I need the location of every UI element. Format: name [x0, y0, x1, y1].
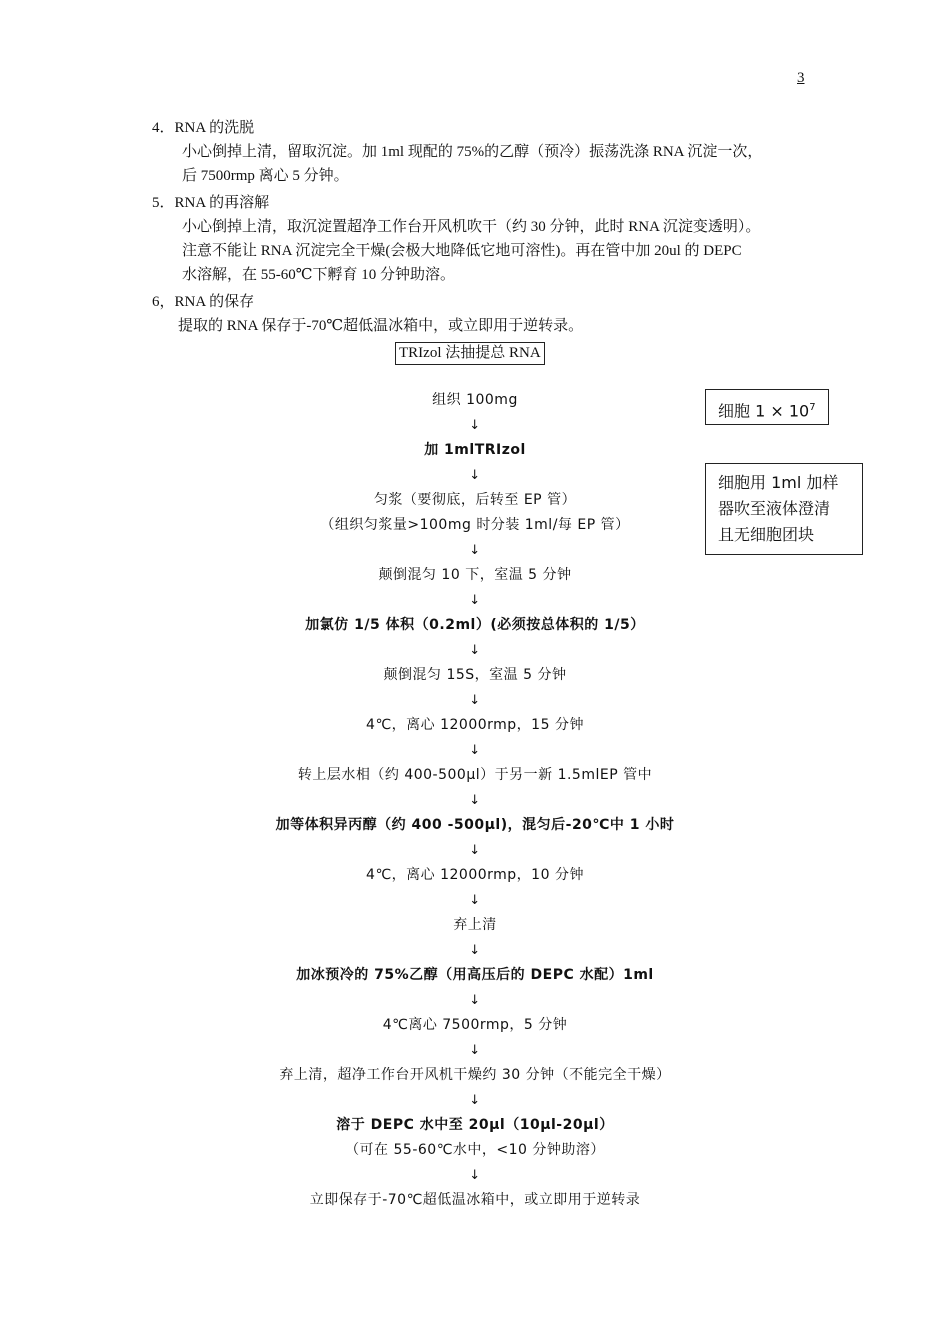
section-line: 小心倒掉上清，留取沉淀。加 1ml 现配的 75%的乙醇（预冷）振荡洗涤 RNA 沉淀一次，	[182, 144, 763, 160]
flow-step: 4℃，离心 12000rmp，15 分钟	[366, 717, 584, 733]
flow-step: 组织 100mg	[432, 392, 518, 408]
flow-step: 加冰预冷的 75%乙醇（用高压后的 DEPC 水配）1ml	[296, 967, 654, 983]
section-rna-storage	[152, 290, 583, 338]
flow-step: （组织匀浆量>100mg 时分装 1ml/每 EP 管）	[320, 517, 630, 533]
down-arrow-icon: ↓	[469, 1168, 481, 1183]
note-line: 器吹至液体澄清	[718, 499, 831, 518]
down-arrow-icon: ↓	[469, 1093, 481, 1108]
down-arrow-icon: ↓	[469, 1043, 481, 1058]
section-heading: 5．RNA 的再溶解	[152, 195, 270, 211]
flow-step: 加等体积异丙醇（约 400 -500μl)，混匀后-20℃中 1 小时	[275, 817, 675, 833]
down-arrow-icon: ↓	[469, 643, 481, 658]
section-line: 后 7500rmp 离心 5 分钟。	[182, 168, 349, 184]
section-line: 水溶解，在 55-60℃下孵育 10 分钟助溶。	[182, 267, 456, 283]
flow-step: 4℃，离心 12000rmp，10 分钟	[366, 867, 584, 883]
section-rna-redissolve	[152, 191, 760, 287]
note-line: 细胞用 1ml 加样	[718, 473, 839, 492]
page-number: 3	[797, 70, 805, 86]
section-line: 提取的 RNA 保存于-70℃超低温冰箱中，或立即用于逆转录。	[178, 318, 584, 334]
flow-step: （可在 55-60℃水中，<10 分钟助溶）	[345, 1142, 605, 1158]
flow-step: 加氯仿 1/5 体积（0.2ml）(必须按总体积的 1/5）	[305, 617, 645, 633]
flow-step: 弃上清，超净工作台开风机干燥约 30 分钟（不能完全干燥）	[279, 1067, 671, 1083]
flow-step: 4℃离心 7500rmp，5 分钟	[382, 1017, 568, 1033]
flow-step: 颠倒混匀 15S，室温 5 分钟	[383, 667, 567, 683]
down-arrow-icon: ↓	[469, 943, 481, 958]
down-arrow-icon: ↓	[469, 468, 481, 483]
cells-label: 细胞 1 × 10	[718, 401, 810, 421]
flow-step: 加 1mlTRIzol	[424, 442, 526, 458]
section-line: 小心倒掉上清，取沉淀置超净工作台开风机吹干（约 30 分钟，此时 RNA 沉淀变透明）。	[182, 219, 761, 235]
section-heading: 6，RNA 的保存	[152, 294, 255, 310]
down-arrow-icon: ↓	[469, 743, 481, 758]
section-line: 注意不能让 RNA 沉淀完全干燥(会极大地降低它地可溶性)。再在管中加 20ul 的 DEPC	[182, 243, 742, 259]
flowchart-title: TRIzol 法抽提总 RNA	[395, 342, 545, 365]
flow-step: 颠倒混匀 10 下，室温 5 分钟	[378, 567, 572, 583]
flow-step: 匀浆（要彻底，后转至 EP 管）	[373, 492, 577, 508]
down-arrow-icon: ↓	[469, 893, 481, 908]
note-line: 且无细胞团块	[718, 525, 815, 544]
section-rna-elution	[152, 116, 762, 188]
down-arrow-icon: ↓	[469, 418, 481, 433]
flow-step: 立即保存于-70℃超低温冰箱中，或立即用于逆转录	[309, 1192, 641, 1208]
protocol-flowchart	[130, 388, 820, 1213]
down-arrow-icon: ↓	[469, 693, 481, 708]
flow-step: 溶于 DEPC 水中至 20μl（10μl-20μl）	[336, 1117, 614, 1133]
flow-step: 转上层水相（约 400-500μl）于另一新 1.5mlEP 管中	[297, 767, 653, 783]
down-arrow-icon: ↓	[469, 593, 481, 608]
down-arrow-icon: ↓	[469, 543, 481, 558]
flow-step: 弃上清	[453, 917, 497, 933]
cells-exponent: 7	[809, 402, 816, 413]
section-heading: 4．RNA 的洗脱	[152, 120, 255, 136]
down-arrow-icon: ↓	[469, 993, 481, 1008]
down-arrow-icon: ↓	[469, 843, 481, 858]
down-arrow-icon: ↓	[469, 793, 481, 808]
